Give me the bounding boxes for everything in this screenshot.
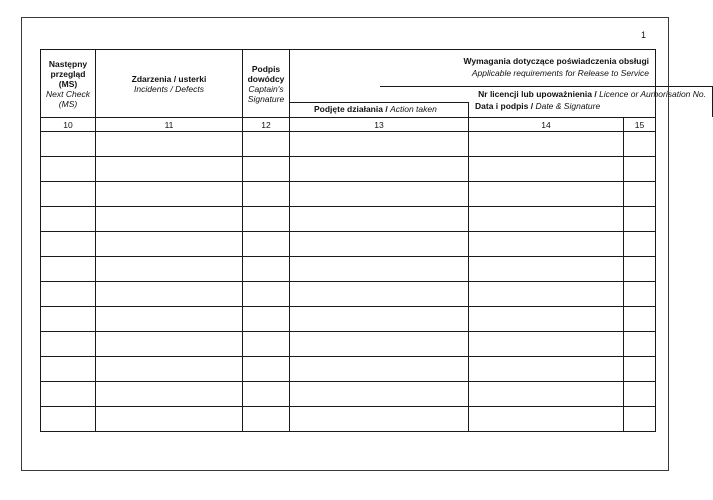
table-cell[interactable] (243, 332, 290, 357)
table-cell[interactable] (469, 407, 624, 432)
table-row (41, 257, 656, 282)
header-requirements-en: Applicable requirements for Release to Service (471, 68, 650, 78)
table-cell[interactable] (624, 407, 656, 432)
header-incidents-pl: Zdarzenia / usterki (131, 73, 207, 84)
header-incidents-en: Incidents / Defects (134, 83, 204, 94)
table-cell[interactable] (290, 257, 469, 282)
table-cell[interactable] (624, 207, 656, 232)
table-cell[interactable] (96, 207, 243, 232)
header-row (41, 50, 656, 118)
table-cell[interactable] (41, 207, 96, 232)
table-cell[interactable] (290, 182, 469, 207)
table-cell[interactable] (624, 257, 656, 282)
table-cell[interactable] (469, 307, 624, 332)
column-number: 12 (243, 118, 290, 132)
table-cell[interactable] (41, 182, 96, 207)
table-row (41, 207, 656, 232)
table-cell[interactable] (96, 257, 243, 282)
table-cell[interactable] (96, 232, 243, 257)
column-number-row (41, 118, 656, 132)
table-cell[interactable] (96, 332, 243, 357)
header-licence-en: Licence or Aurhorisation No. (599, 89, 706, 99)
table-cell[interactable] (469, 382, 624, 407)
table-cell[interactable] (243, 207, 290, 232)
log-entries (41, 132, 656, 432)
header-action-taken (290, 102, 469, 117)
table-cell[interactable] (41, 332, 96, 357)
table-cell[interactable] (243, 257, 290, 282)
table-cell[interactable] (469, 132, 624, 157)
table-cell[interactable] (41, 282, 96, 307)
table-cell[interactable] (469, 282, 624, 307)
table-cell[interactable] (41, 157, 96, 182)
table-row (41, 182, 656, 207)
table-cell[interactable] (290, 332, 469, 357)
table-cell[interactable] (624, 157, 656, 182)
header-requirements (290, 50, 706, 118)
table-cell[interactable] (624, 132, 656, 157)
table-cell[interactable] (96, 182, 243, 207)
table-row (41, 157, 656, 182)
table-cell[interactable] (96, 307, 243, 332)
table-row (41, 407, 656, 432)
table-row (41, 382, 656, 407)
table-cell[interactable] (96, 132, 243, 157)
table-cell[interactable] (96, 157, 243, 182)
table-cell[interactable] (290, 307, 469, 332)
column-number: 13 (290, 118, 469, 132)
header-action-pl: Podjęte działania / (314, 104, 391, 114)
table-cell[interactable] (624, 182, 656, 207)
header-date-en: Date & Signature (535, 101, 601, 111)
header-incidents (96, 50, 243, 118)
table-cell[interactable] (243, 182, 290, 207)
table-cell[interactable] (96, 407, 243, 432)
table-cell[interactable] (243, 132, 290, 157)
table-cell[interactable] (243, 382, 290, 407)
table-cell[interactable] (290, 232, 469, 257)
header-requirements-pl: Wymagania dotyczące poświadczenia obsługi (463, 56, 650, 66)
table-cell[interactable] (243, 357, 290, 382)
table-cell[interactable] (469, 182, 624, 207)
table-row (41, 357, 656, 382)
table-cell[interactable] (290, 407, 469, 432)
table-cell[interactable] (469, 357, 624, 382)
table-cell[interactable] (290, 382, 469, 407)
header-next-check (41, 50, 96, 118)
table-cell[interactable] (41, 257, 96, 282)
header-action-en: Action taken (390, 104, 437, 114)
table-cell[interactable] (41, 382, 96, 407)
header-next-check-pl: Następny przegląd (MS) (48, 58, 88, 89)
table-cell[interactable] (41, 132, 96, 157)
table-cell[interactable] (469, 332, 624, 357)
table-cell[interactable] (290, 207, 469, 232)
table-cell[interactable] (290, 157, 469, 182)
header-captain (243, 50, 290, 118)
header-licence-pl: Nr licencji lub upoważnienia / (478, 89, 600, 99)
header-date-pl: Data i podpis / (475, 101, 536, 111)
column-number: 11 (96, 118, 243, 132)
table-cell[interactable] (290, 282, 469, 307)
column-number: 14 (469, 118, 624, 132)
header-next-check-en: Next Check (MS) (46, 88, 90, 109)
table-cell[interactable] (41, 407, 96, 432)
column-number: 15 (624, 118, 656, 132)
table-cell[interactable] (243, 282, 290, 307)
table-cell[interactable] (96, 282, 243, 307)
table-cell[interactable] (41, 232, 96, 257)
table-cell[interactable] (624, 382, 656, 407)
table-row (41, 232, 656, 257)
table-cell[interactable] (469, 232, 624, 257)
table-cell[interactable] (290, 132, 469, 157)
table-row (41, 307, 656, 332)
table-cell[interactable] (41, 307, 96, 332)
table-cell[interactable] (469, 207, 624, 232)
table-cell[interactable] (290, 357, 469, 382)
header-captain-pl: Podpis dowódcy (247, 63, 285, 84)
table-cell[interactable] (624, 282, 656, 307)
maintenance-log-table (40, 49, 706, 432)
table-cell[interactable] (243, 307, 290, 332)
header-date-signature (469, 100, 624, 113)
table-cell[interactable] (243, 232, 290, 257)
column-number: 10 (41, 118, 96, 132)
table-cell[interactable] (96, 382, 243, 407)
table-cell[interactable] (96, 357, 243, 382)
table-cell[interactable] (41, 357, 96, 382)
table-cell[interactable] (469, 157, 624, 182)
table-cell[interactable] (469, 257, 624, 282)
page-number: 1 (641, 30, 647, 40)
header-captain-en: Captain's Signature (247, 83, 285, 104)
table-cell[interactable] (624, 357, 656, 382)
table-cell[interactable] (243, 157, 290, 182)
table-row (41, 132, 656, 157)
table-cell[interactable] (243, 407, 290, 432)
table-cell[interactable] (624, 307, 656, 332)
table-row (41, 332, 656, 357)
table-cell[interactable] (624, 332, 656, 357)
table-cell[interactable] (624, 232, 656, 257)
table-row (41, 282, 656, 307)
